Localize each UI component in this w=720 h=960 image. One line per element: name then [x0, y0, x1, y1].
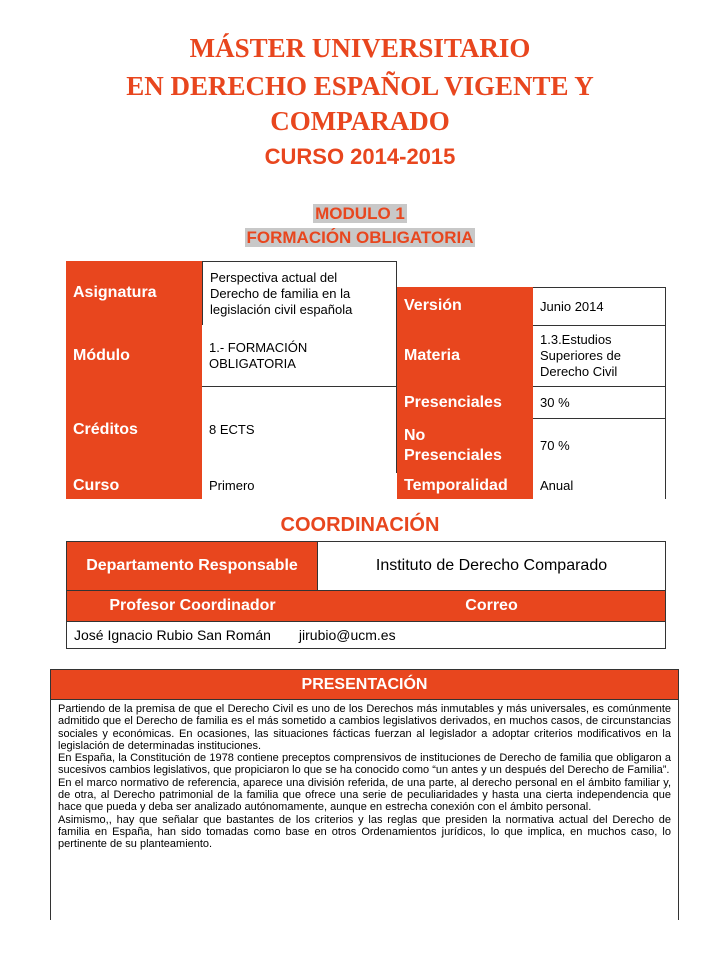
presentation-body: [51, 700, 678, 851]
presentation-title: PRESENTACIÓN: [51, 670, 678, 700]
course-year: CURSO 2014-2015: [264, 144, 456, 169]
creditos-label: Créditos: [66, 387, 202, 473]
version-label: Versión: [397, 287, 533, 325]
module-name: FORMACIÓN OBLIGATORIA: [246, 228, 474, 247]
version-value: Junio 2014: [533, 287, 666, 325]
title-line-1: MÁSTER UNIVERSITARIO: [189, 33, 531, 63]
presentation-paragraph: Partiendo de la premisa de que el Derecho Civil es uno de los Derechos más inmutables y más universales, es comúnmente admitido que el Derecho de familia es el más sometido a cambios legislativos derivados, en muchos casos, de circunstancias sociales y económicas. En ocasiones, las situaciones fácticas fuerzan al legislador a adoptar criterios modificativos en la legislación de determinadas instituciones.: [58, 703, 671, 752]
asignatura-value: Perspectiva actual del Derecho de familia en la legislación civil española: [202, 261, 397, 325]
temporalidad-value: Anual: [533, 473, 666, 499]
title-line-2: EN DERECHO ESPAÑOL VIGENTE Y: [126, 71, 594, 101]
dept-value: Instituto de Derecho Comparado: [318, 541, 666, 591]
prof-label: Profesor Coordinador: [66, 591, 318, 621]
asignatura-label: Asignatura: [66, 261, 202, 325]
curso-value: Primero: [202, 473, 397, 499]
presenciales-value: 30 %: [533, 387, 666, 419]
email-label: Correo: [318, 591, 666, 621]
presentation-paragraph: Asimismo,, hay que señalar que bastantes de los criterios y las reglas que presiden la normativa actual del Derecho de familia en España, han sido tomadas como base en otros Ordenamientos jurídicos, lo que implica, en muchos caso, lo pertinente de su planteamiento.: [58, 813, 671, 851]
modulo-value: 1.- FORMACIÓN OBLIGATORIA: [202, 325, 397, 387]
materia-label: Materia: [397, 325, 533, 387]
materia-value: 1.3.Estudios Superiores de Derecho Civil: [533, 325, 666, 387]
no-presenciales-value: 70 %: [533, 419, 666, 473]
title-line-3: COMPARADO: [270, 106, 450, 136]
presentation-section: [50, 669, 679, 920]
creditos-value: 8 ECTS: [202, 387, 397, 473]
presenciales-label: Presenciales: [397, 387, 533, 419]
email-value[interactable]: jirubio@ucm.es: [298, 627, 396, 643]
presentation-paragraph: En España, la Constitución de 1978 contiene preceptos comprensivos de instituciones de Derecho de familia que obligaron a sucesivos cambios legislativos, que propiciaron lo que se ha conocido como “un antes y un después del Derecho de Familia”.: [58, 752, 671, 777]
presentation-paragraph: En el marco normativo de referencia, aparece una división referida, de una parte, al derecho personal en el ámbito familiar y, de otra, al Derecho patrimonial de la familia que ofrece una serie de peculiaridades y hasta una cierta independencia que hace que pueda y deba ser analizado autónomamente, aunque en estrecha conexión con el ámbito personal.: [58, 776, 671, 814]
temporalidad-label: Temporalidad: [397, 473, 533, 499]
no-presenciales-label: No Presenciales: [397, 419, 533, 473]
modulo-label: Módulo: [66, 325, 202, 387]
dept-label: Departamento Responsable: [66, 541, 318, 591]
curso-label: Curso: [66, 473, 202, 499]
prof-value: José Ignacio Rubio San Román: [74, 627, 271, 643]
module-number: MODULO 1: [315, 204, 405, 223]
coordinator-row: [66, 621, 666, 649]
coordination-title: COORDINACIÓN: [280, 514, 440, 536]
